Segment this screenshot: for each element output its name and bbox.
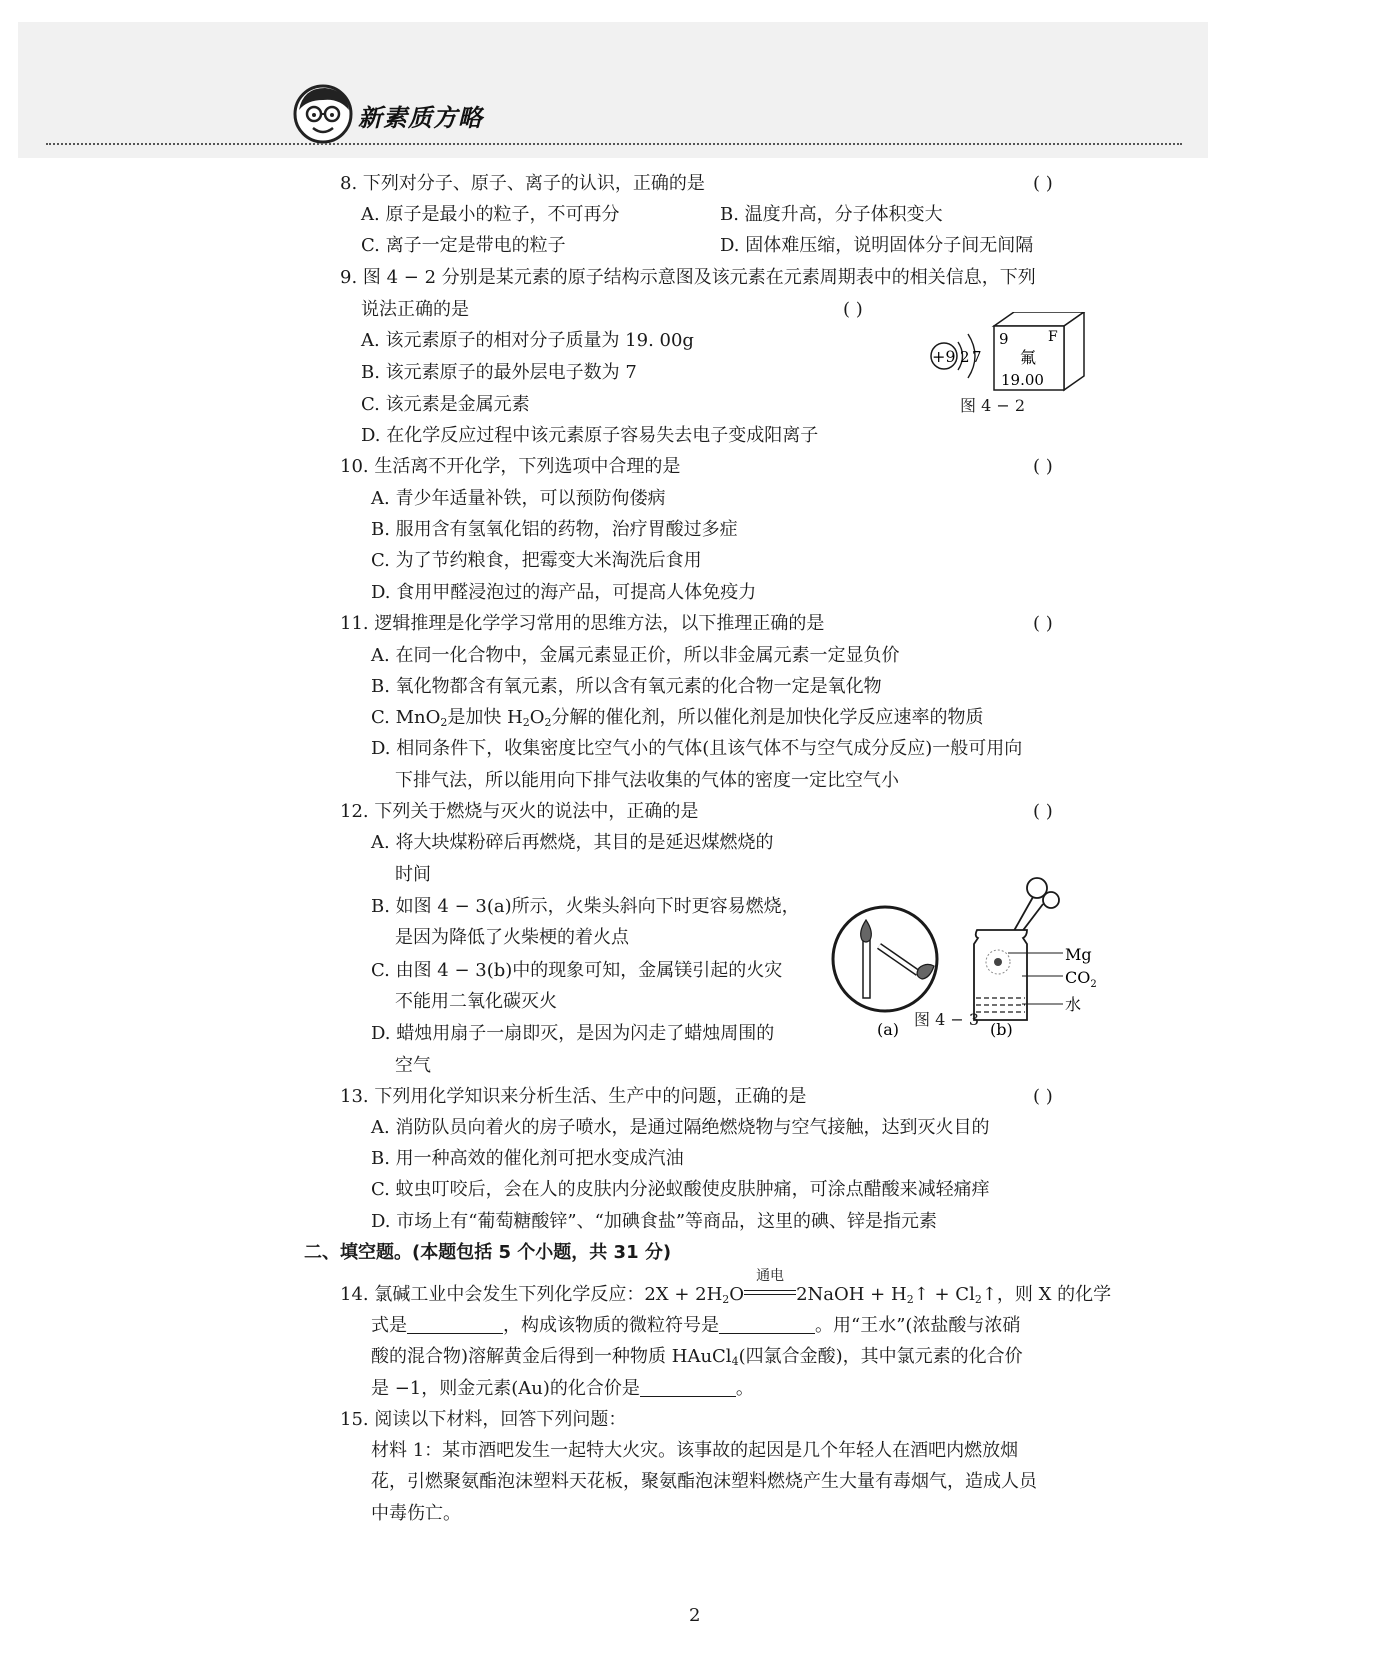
q11-option-c: C. MnO$_2$是加快 $H_2O_2$分解的催化剂，所以催化剂是加快化学反应速率的物质 [371, 707, 984, 729]
atom-shell2-electrons: 7 [972, 348, 982, 366]
q9-stem-line2: 说法正确的是 [361, 299, 469, 320]
element-atomic-number: 9 [999, 330, 1009, 348]
element-symbol: F [1048, 329, 1058, 345]
q8-stem: 8. 下列对分子、原子、离子的认识，正确的是 [340, 173, 705, 194]
atom-shell1-electrons: 2 [960, 348, 970, 366]
figure-4-3b-label: (b) [990, 1020, 1013, 1039]
q13-answer-paren: ( ) [1033, 1086, 1053, 1107]
reaction-condition: 通电 [744, 1283, 796, 1307]
figure-4-3-caption: 图 4 − 3 [914, 1010, 980, 1029]
periodic-table-cell [994, 312, 1084, 390]
q14-line1: 14. 氯碱工业中会发生下列化学反应：$2X + 2H_2O$ 通电 2NaOH + $H_2↑$ + $Cl_2↑$，则 X 的化学 [340, 1268, 1112, 1306]
figure-4-3a-label: (a) [877, 1020, 900, 1039]
q12-answer-paren: ( ) [1033, 801, 1053, 822]
q9-option-c: C. 该元素是金属元素 [361, 394, 530, 415]
q13-option-c: C. 蚊虫叮咬后，会在人的皮肤内分泌蚁酸使皮肤肿痛，可涂点醋酸来减轻痛痒 [371, 1179, 990, 1200]
q11-option-b: B. 氧化物都含有氧元素，所以含有氧元素的化合物一定是氧化物 [371, 676, 882, 697]
q13-option-a: A. 消防队员向着火的房子喷水，是通过隔绝燃烧物与空气接触，达到灭火目的 [371, 1117, 990, 1138]
q12-option-d-line2: 空气 [395, 1055, 431, 1076]
q13-option-b: B. 用一种高效的催化剂可把水变成汽油 [371, 1148, 684, 1169]
figure-4-3b-jar [974, 878, 1063, 1020]
atom-structure-diagram [931, 334, 982, 378]
q10-answer-paren: ( ) [1033, 456, 1053, 477]
q15-material-line1: 材料 1：某市酒吧发生一起特大火灾。该事故的起因是几个年轻人在酒吧内燃放烟 [371, 1440, 1019, 1461]
q11-stem: 11. 逻辑推理是化学学习常用的思维方法，以下推理正确的是 [340, 613, 825, 634]
q14-line4: 是 −1，则金元素(Au)的化合价是 。 [371, 1378, 754, 1399]
answer-blank[interactable] [719, 1315, 815, 1334]
q9-answer-paren: ( ) [843, 299, 863, 320]
q9-option-a: A. 该元素原子的相对分子质量为 19. 00g [361, 330, 694, 351]
q14-line2: 式是 ，构成该物质的微粒符号是 。用“王水”(浓盐酸与浓硝 [371, 1315, 1021, 1336]
q12-stem: 12. 下列关于燃烧与灭火的说法中，正确的是 [340, 801, 699, 822]
q12-option-a-line1: A. 将大块煤粉碎后再燃烧，其目的是延迟煤燃烧的 [371, 832, 774, 853]
atom-nucleus-charge: +9 [932, 347, 956, 366]
q8-answer-paren: ( ) [1033, 173, 1053, 194]
q8-option-d: D. 固体难压缩，说明固体分子间无间隔 [720, 235, 1034, 256]
q10-option-d: D. 食用甲醛浸泡过的海产品，可提高人体免疫力 [371, 582, 757, 603]
label-water: 水 [1065, 995, 1082, 1014]
q13-option-d: D. 市场上有“葡萄糖酸锌”、“加碘食盐”等商品，这里的碘、锌是指元素 [371, 1211, 938, 1232]
element-name: 氟 [1020, 348, 1037, 367]
answer-blank[interactable] [407, 1315, 503, 1334]
q8-option-b: B. 温度升高，分子体积变大 [720, 204, 943, 225]
figure-4-2-caption: 图 4 − 2 [960, 396, 1026, 415]
header-title: 新素质方略 [358, 104, 483, 132]
label-mg: Mg [1065, 945, 1092, 964]
figure-4-3a-matches [833, 907, 937, 1011]
q9-option-b: B. 该元素原子的最外层电子数为 7 [361, 362, 637, 383]
cartoon-face-logo-icon [293, 84, 353, 144]
q12-option-b-line2: 是因为降低了火柴梗的着火点 [395, 927, 629, 948]
q14-line3: 酸的混合物)溶解黄金后得到一种物质 HAuCl$_4$(四氯合金酸)，其中氯元素的化合价 [371, 1346, 1023, 1368]
q15-material-line2: 花，引燃聚氨酯泡沫塑料天花板，聚氨酯泡沫塑料燃烧产生大量有毒烟气，造成人员 [371, 1471, 1037, 1492]
q11-option-d-line2: 下排气法，所以能用向下排气法收集的气体的密度一定比空气小 [395, 770, 899, 791]
q11-option-d-line1: D. 相同条件下，收集密度比空气小的气体(且该气体不与空气成分反应)一般可用向 [371, 738, 1023, 759]
q12-option-a-line2: 时间 [395, 864, 431, 885]
element-atomic-mass: 19.00 [1001, 371, 1044, 389]
q11-answer-paren: ( ) [1033, 613, 1053, 634]
q13-stem: 13. 下列用化学知识来分析生活、生产中的问题，正确的是 [340, 1086, 807, 1107]
q8-option-a: A. 原子是最小的粒子，不可再分 [361, 204, 620, 225]
q9-option-d: D. 在化学反应过程中该元素原子容易失去电子变成阳离子 [361, 425, 819, 446]
header-band [18, 22, 1208, 158]
q11-option-a: A. 在同一化合物中，金属元素显正价，所以非金属元素一定显负价 [371, 645, 900, 666]
q10-option-c: C. 为了节约粮食，把霉变大米淘洗后食用 [371, 550, 702, 571]
q15-material-line3: 中毒伤亡。 [371, 1503, 461, 1524]
page-number: 2 [689, 1605, 701, 1626]
q8-option-c: C. 离子一定是带电的粒子 [361, 235, 566, 256]
label-co2: $CO_2$ [1065, 968, 1097, 990]
q12-option-c-line1: C. 由图 4 − 3(b)中的现象可知，金属镁引起的火灾 [371, 960, 783, 981]
q10-option-b: B. 服用含有氢氧化铝的药物，治疗胃酸过多症 [371, 519, 738, 540]
q12-option-c-line2: 不能用二氧化碳灭火 [395, 991, 557, 1012]
q10-option-a: A. 青少年适量补铁，可以预防佝偻病 [371, 488, 666, 509]
answer-blank[interactable] [640, 1378, 736, 1397]
section-2-heading: 二、填空题。(本题包括 5 个小题，共 31 分) [304, 1242, 672, 1263]
q9-stem-line1: 9. 图 4 − 2 分别是某元素的原子结构示意图及该元素在元素周期表中的相关信息，下列 [340, 267, 1036, 288]
header-divider [46, 143, 1182, 145]
q12-option-d-line1: D. 蜡烛用扇子一扇即灭，是因为闪走了蜡烛周围的 [371, 1023, 775, 1044]
q12-option-b-line1: B. 如图 4 − 3(a)所示，火柴头斜向下时更容易燃烧， [371, 896, 800, 917]
q10-stem: 10. 生活离不开化学，下列选项中合理的是 [340, 456, 681, 477]
q15-stem: 15. 阅读以下材料，回答下列问题： [340, 1409, 627, 1430]
